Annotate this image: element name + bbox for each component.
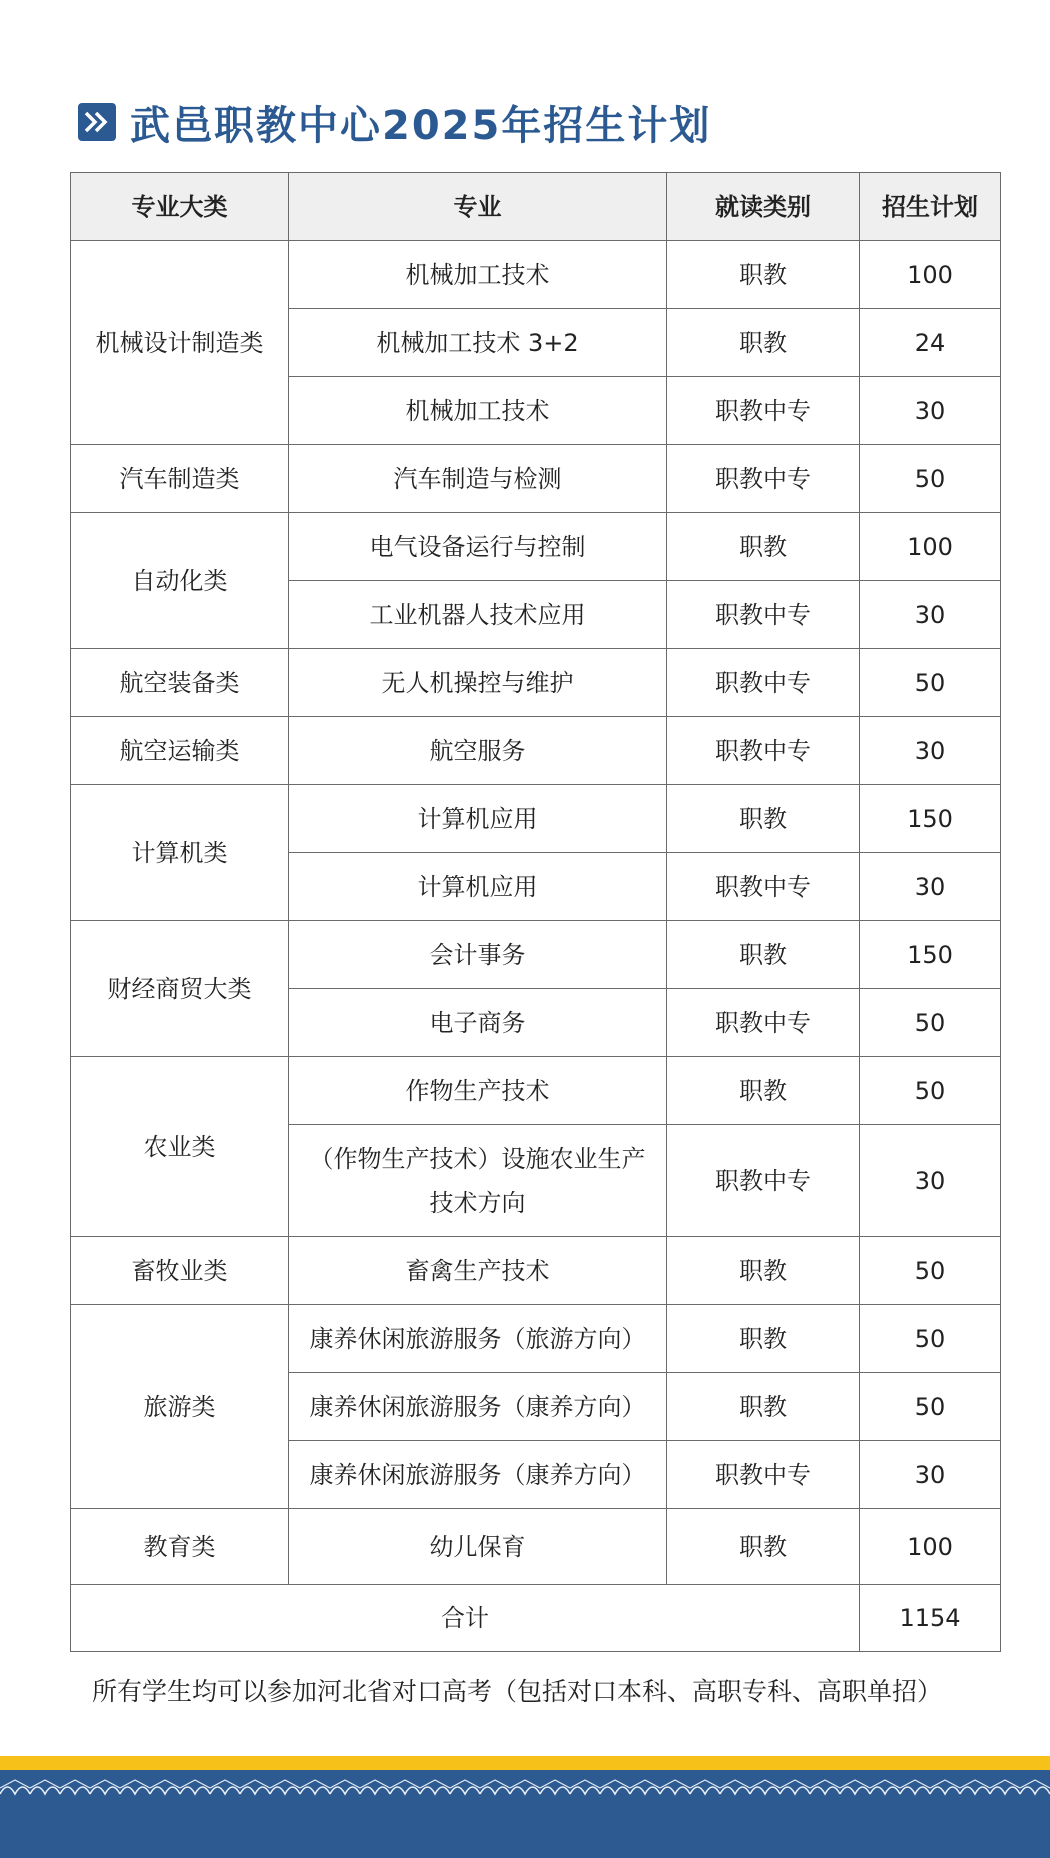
category-cell: 航空装备类 [71,649,289,717]
double-chevron-right-icon [78,103,116,141]
total-label: 合计 [71,1585,860,1652]
major-cell: 会计事务 [289,921,667,989]
major-cell: 幼儿保育 [289,1509,667,1585]
table-row [71,717,1001,785]
type-cell: 职教 [667,241,860,309]
type-cell: 职教中专 [667,581,860,649]
type-cell: 职教 [667,309,860,377]
plan-cell: 30 [860,1441,1001,1509]
header-major: 专业 [289,173,667,241]
header-type: 就读类别 [667,173,860,241]
category-cell: 农业类 [71,1057,289,1237]
table-row [71,1237,1001,1305]
major-cell: 电气设备运行与控制 [289,513,667,581]
footnote: 所有学生均可以参加河北省对口高考（包括对口本科、高职专科、高职单招） [92,1677,943,1706]
plan-cell: 24 [860,309,1001,377]
major-cell: 康养休闲旅游服务（康养方向） [289,1441,667,1509]
wave-pattern-decoration [0,1776,1050,1798]
category-cell: 畜牧业类 [71,1237,289,1305]
type-cell: 职教中专 [667,1125,860,1237]
plan-cell: 30 [860,853,1001,921]
major-cell: 机械加工技术 [289,241,667,309]
major-cell: （作物生产技术）设施农业生产技术方向 [289,1125,667,1237]
title-bar [78,94,711,150]
plan-cell: 50 [860,445,1001,513]
type-cell: 职教 [667,1373,860,1441]
type-cell: 职教 [667,1509,860,1585]
table-row [71,921,1001,989]
plan-cell: 50 [860,1057,1001,1125]
major-cell: 计算机应用 [289,785,667,853]
plan-cell: 30 [860,717,1001,785]
plan-cell: 50 [860,1237,1001,1305]
category-cell: 机械设计制造类 [71,241,289,445]
plan-cell: 150 [860,785,1001,853]
type-cell: 职教中专 [667,717,860,785]
major-cell: 汽车制造与检测 [289,445,667,513]
type-cell: 职教中专 [667,445,860,513]
table-row [71,649,1001,717]
major-cell: 康养休闲旅游服务（旅游方向） [289,1305,667,1373]
plan-cell: 30 [860,581,1001,649]
total-row [71,1585,1001,1652]
table-row [71,241,1001,309]
major-cell: 机械加工技术 3+2 [289,309,667,377]
header-plan: 招生计划 [860,173,1001,241]
plan-cell: 150 [860,921,1001,989]
type-cell: 职教 [667,1237,860,1305]
plan-cell: 100 [860,513,1001,581]
major-cell: 计算机应用 [289,853,667,921]
table-row [71,1305,1001,1373]
category-cell: 汽车制造类 [71,445,289,513]
major-cell: 航空服务 [289,717,667,785]
major-cell: 作物生产技术 [289,1057,667,1125]
type-cell: 职教 [667,785,860,853]
type-cell: 职教 [667,1057,860,1125]
category-cell: 旅游类 [71,1305,289,1509]
table-header-row [71,173,1001,241]
major-cell: 康养休闲旅游服务（康养方向） [289,1373,667,1441]
page-title: 武邑职教中心2025年招生计划 [130,102,712,149]
major-cell: 无人机操控与维护 [289,649,667,717]
plan-cell: 50 [860,649,1001,717]
major-cell: 电子商务 [289,989,667,1057]
type-cell: 职教 [667,921,860,989]
header-category: 专业大类 [71,173,289,241]
major-cell: 工业机器人技术应用 [289,581,667,649]
category-cell: 计算机类 [71,785,289,921]
enrollment-plan-table [70,172,1001,1652]
type-cell: 职教 [667,513,860,581]
major-cell: 机械加工技术 [289,377,667,445]
category-cell: 自动化类 [71,513,289,649]
type-cell: 职教中专 [667,649,860,717]
type-cell: 职教 [667,1305,860,1373]
plan-cell: 100 [860,1509,1001,1585]
plan-cell: 100 [860,241,1001,309]
category-cell: 财经商贸大类 [71,921,289,1057]
type-cell: 职教中专 [667,1441,860,1509]
major-cell: 畜禽生产技术 [289,1237,667,1305]
table-row [71,1509,1001,1585]
type-cell: 职教中专 [667,853,860,921]
type-cell: 职教中专 [667,377,860,445]
table-row [71,1057,1001,1125]
category-cell: 航空运输类 [71,717,289,785]
plan-cell: 50 [860,1373,1001,1441]
category-cell: 教育类 [71,1509,289,1585]
table-row [71,445,1001,513]
plan-cell: 30 [860,1125,1001,1237]
table-row [71,785,1001,853]
footer-yellow-band [0,1756,1050,1770]
plan-cell: 30 [860,377,1001,445]
table-row [71,513,1001,581]
total-value: 1154 [860,1585,1001,1652]
plan-cell: 50 [860,989,1001,1057]
type-cell: 职教中专 [667,989,860,1057]
plan-cell: 50 [860,1305,1001,1373]
